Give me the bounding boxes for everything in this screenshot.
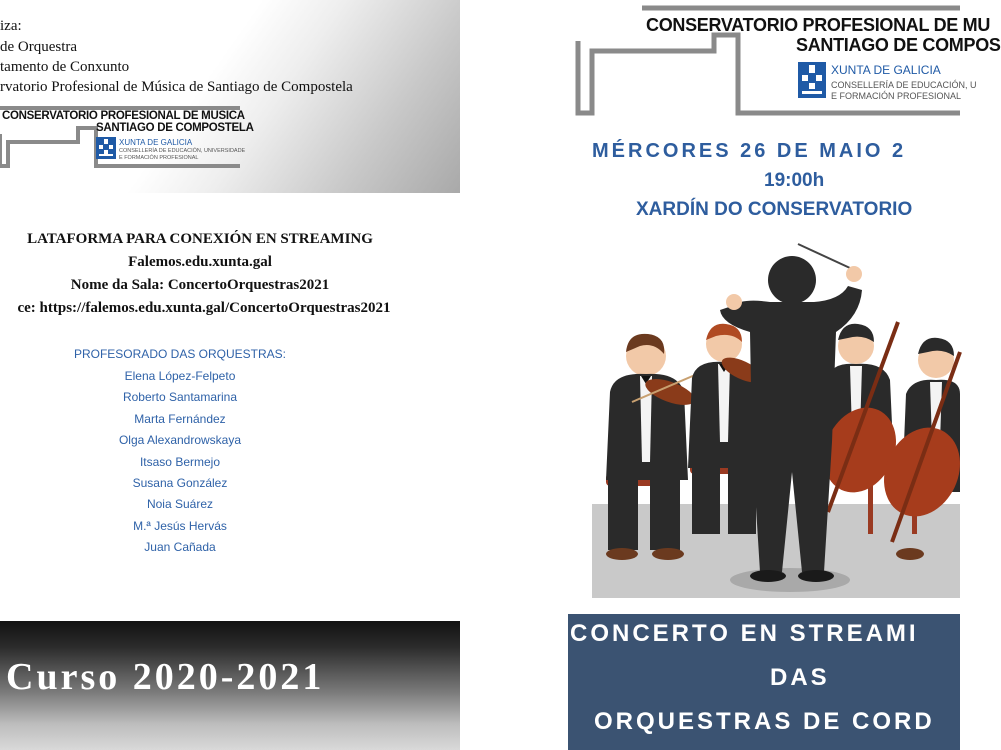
teacher-name: Olga Alexandrowskaya [118,433,242,447]
left-header-banner [0,0,460,193]
streaming-heading: LATAFORMA PARA CONEXIÓN EN STREAMING [27,231,373,247]
conselleria-line-2: E FORMACIÓN PROFESIONAL [119,155,199,161]
organizer-line-3: tamento de Conxunto [0,59,130,75]
concert-line-2: DAS [770,664,830,691]
event-time: 19:00h [764,170,825,191]
right-conselleria-line-1: CONSELLERÍA DE EDUCACIÓN, U [831,80,977,90]
teacher-name: Itsaso Bermejo [139,455,221,469]
organizer-line-4: rvatorio Profesional de Música de Santiago de Compostela [0,79,353,95]
right-conservatorio-title-2: SANTIAGO DE COMPOS [796,35,1001,55]
xunta-shield-icon [96,137,116,159]
teachers-heading: PROFESORADO DAS ORQUESTRAS: [73,347,287,361]
streaming-link: ce: https://falemos.edu.xunta.gal/ConcertoOrquestras2021 [17,300,391,316]
teacher-name: Marta Fernández [134,412,226,426]
orchestra-illustration [592,242,960,598]
teacher-name: Roberto Santamarina [122,390,238,404]
teacher-name: Susana González [132,476,228,490]
conservatorio-title-1: CONSERVATORIO PROFESIONAL DE MUSICA [2,110,245,122]
conservatorio-title-2: SANTIAGO DE COMPOSTELA [96,122,254,134]
teacher-name: Elena López-Felpeto [124,369,236,383]
concert-line-1: CONCERTO EN STREAMI [570,620,919,647]
streaming-room: Nome da Sala: ConcertoOrquestras2021 [70,277,330,293]
course-label: Curso 2020-2021 [6,656,325,698]
organizer-line-1: iza: [0,18,22,34]
event-place: XARDÍN DO CONSERVATORIO [636,199,913,220]
right-conservatorio-title-1: CONSERVATORIO PROFESIONAL DE MU [646,15,991,35]
teacher-name: Noia Suárez [146,497,214,511]
concert-title-box [568,614,960,750]
right-conselleria-line-2: E FORMACIÓN PROFESIONAL [831,91,962,101]
teacher-name: M.ª Jesús Hervás [133,519,227,533]
podium-shadow [730,568,850,592]
xunta-label: XUNTA DE GALICIA [119,138,193,147]
organizer-line-2: de Orquestra [0,39,78,55]
right-xunta-shield-icon [798,62,826,98]
course-banner [0,621,460,750]
teacher-name: Juan Cañada [144,540,216,554]
conselleria-line-1: CONSELLERÍA DE EDUCACIÓN, UNIVERSIDADE [119,148,246,154]
concert-line-3: ORQUESTRAS DE CORD [594,708,935,735]
streaming-platform: Falemos.edu.xunta.gal [128,254,272,270]
event-date: MÉRCORES 26 DE MAIO 2 [592,140,907,162]
right-xunta-label: XUNTA DE GALICIA [831,63,941,77]
